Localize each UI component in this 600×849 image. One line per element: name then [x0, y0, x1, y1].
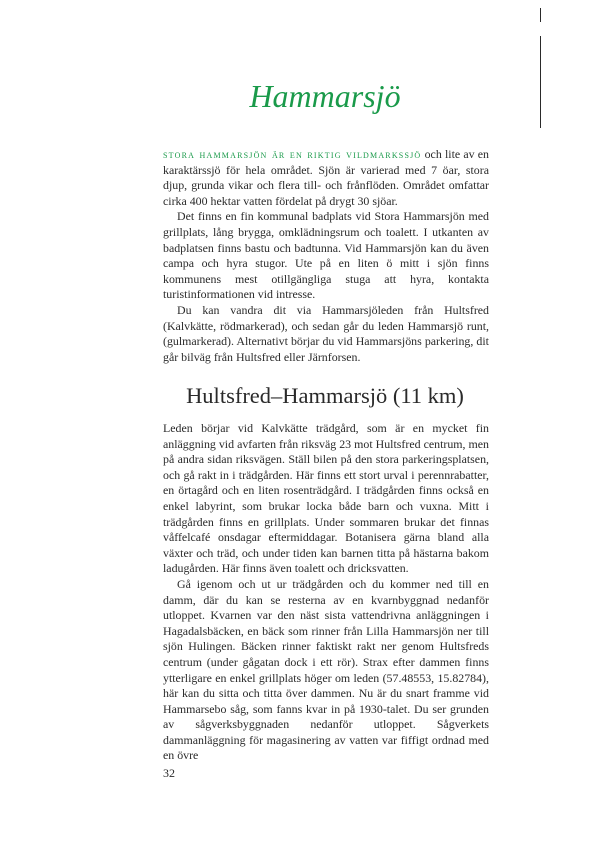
crop-mark-top: [540, 8, 541, 22]
crop-mark-side: [540, 36, 541, 128]
page-title: Hammarsjö: [249, 78, 401, 114]
intro-section: [163, 147, 489, 365]
route-paragraph-1: Leden börjar vid Kalvkätte trädgård, som är en mycket fin anläggning vid avfarten från riksväg 23 mot Hultsfred centrum, men på andra sidan riksvägen. Ställ bilen på den stora parkeringsplatsen, och gå rakt in i trädgården. Här finns ett stort urval i perennrabatter, en örtagård och en liten rosenträdgård. I trädgården finns också en enkel labyrint, som brukar locka både barn och vuxna. Mitt i trädgården finns en grillplats. Under sommaren brukar det finnas våffelcafé onsdagar eftermiddagar. Botanisera gärna bland alla växter och träd, och under tiden kan barnen titta på hästarna bakom ladugården. Här finns även toalett och dricksvatten.: [163, 421, 489, 576]
route-section: [163, 421, 489, 764]
intro-paragraph-1-text: och lite av en karaktärssjö för hela området. Sjön är varierad med 7 öar, stora djup, grunda vikar och flera till- och frånflöden. Området omfattar cirka 400 hektar vatten fördelat på drygt 30 sjöar.: [163, 147, 489, 208]
section-heading: Hultsfred–Hammarsjö (11 km): [186, 383, 464, 408]
intro-paragraph-1: [163, 147, 489, 209]
route-paragraph-2: Gå igenom och ut ur trädgården och du kommer ned till en damm, där du kan se resterna av en kvarnbyggnad nedanför utloppet. Kvarnen var den näst sista vattendrivna anläggningen i Hagadalsbäcken, en bäck som rinner från Lilla Hammarsjön ner till sjön Hulingen. Bäcken rinner faktiskt rakt ner genom Hultsfreds centrum (under gågatan dock i ett rör). Strax efter dammen finns ytterligare en enkel grillplats höger om leden (57.48553, 15.82784), här kan du sitta och titta över dammen. Nu är du snart framme vid Hammarsebo såg, som fanns kvar in på 1930-talet. Du ser grunden av sågverksbyggnaden nedanför utloppet. Sågverkets dammanläggning för magasinering av vatten var fiffigt ordnad med en övre: [163, 576, 489, 763]
intro-paragraph-3: Du kan vandra dit via Hammarsjöleden från Hultsfred (Kalvkätte, rödmarkerad), och sedan går du leden Hammarsjö runt, (gulmarkerad). Alternativt börjar du vid Hammarsjöns parkering, dit går bilväg från Hultsfred eller Järnforsen.: [163, 302, 489, 364]
intro-paragraph-2: Det finns en fin kommunal badplats vid Stora Hammarsjön med grillplats, lång brygga, omklädningsrum och toalett. I utkanten av badplatsen finns bastu och badtunna. Vid Hammarsjön kan du även campa och hyra stugor. Ute på en liten ö mitt i sjön finns kommunens mest otillgängliga stuga att hyra, kontakta turistinformationen vid intresse.: [163, 209, 489, 302]
page-number: 32: [163, 766, 175, 780]
lead-in-text: stora hammarsjön är en riktig vildmarkssjö: [163, 147, 422, 161]
